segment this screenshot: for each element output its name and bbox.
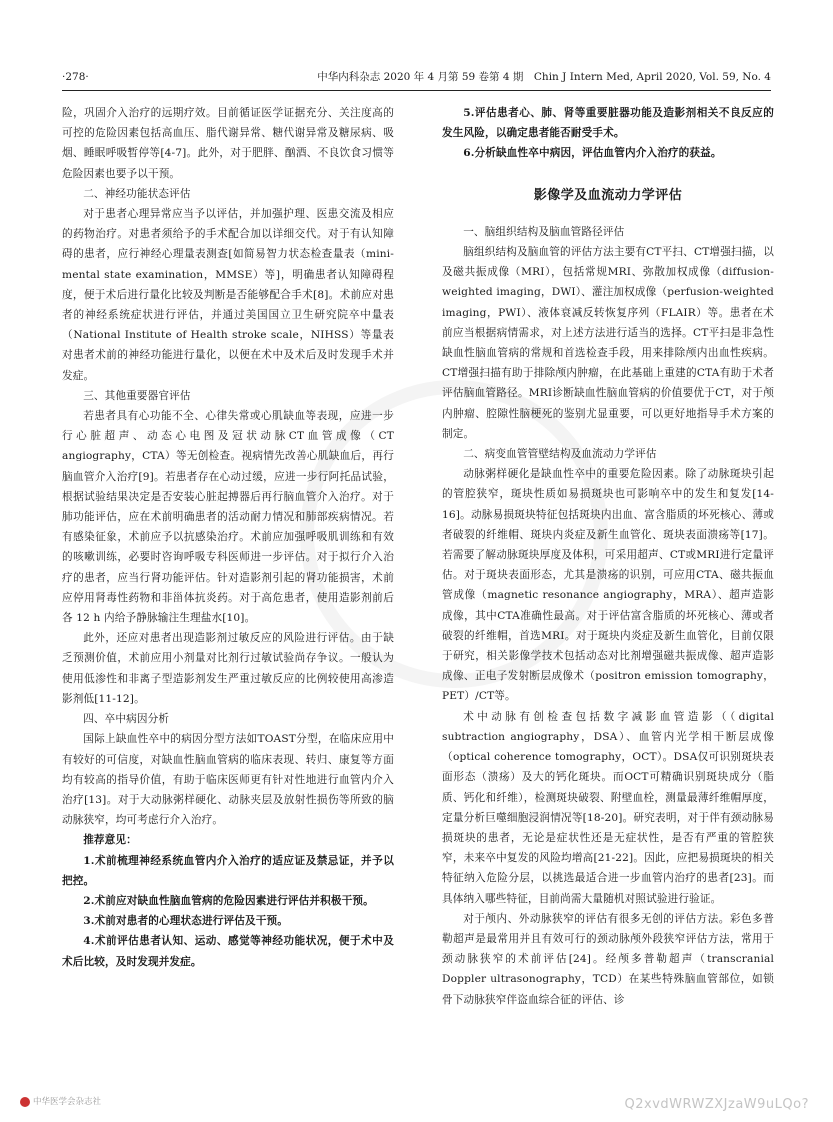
paragraph: 此外，还应对患者出现造影剂过敏反应的风险进行评估。由于缺乏预测价值，术前应用小剂量对比剂行过敏试验尚存争议。一般认为使用低渗性和非离子型造影剂发生严重过敏反应的比例较使用高渗造影剂低[11-12]。 xyxy=(62,632,394,705)
recommendations-title: 推荐意见： xyxy=(83,834,137,847)
recommendation-item: 5.评估患者心、肺、肾等重要脏器功能及造影剂相关不良反应的发生风险，以确定患者能否耐受手术。 xyxy=(442,107,774,140)
right-column xyxy=(442,103,774,1010)
subheading-vessel-wall: 二、病变血管管壁结构及血流动力学评估 xyxy=(463,448,657,461)
page-number: ·278· xyxy=(62,71,89,83)
footer-code: Q2xvdWRWZXJzaW9uLQo? xyxy=(624,1097,809,1112)
recommendation-item: 3.术前对患者的心理状态进行评估及干预。 xyxy=(83,915,288,928)
paragraph: 若患者具有心功能不全、心律失常或心肌缺血等表现，应进一步行心脏超声、动态心电图及冠状动脉CT血管成像（CT angiography，CTA）等无创检查。视病情先改善心肌缺血后，再行脑血管介入治疗[9]。若患者存在心动过缓，应进一步行阿托品试验，根据试验结果决定是否安装心脏起搏器后再行脑血管介入治疗。对于肺功能评估，应在术前明确患者的活动耐力情况和肺部疾病情况。若有感染征象，术前应予以抗感染治疗。术前应加强呼吸肌训练和有效的咳嗽训练，必要时咨询呼吸专科医师进一步评估。对于拟行介入治疗的患者，应当行肾功能评估。针对造影剂引起的肾功能损害，术前应停用肾毒性药物和非甾体抗炎药。对于高危患者，使用造影剂前后各 12 h 内给予静脉输注生理盐水[10]。 xyxy=(62,410,394,625)
left-column xyxy=(62,103,394,972)
subheading-stroke-etiology: 四、卒中病因分析 xyxy=(83,713,170,726)
recommendation-item: 6.分析缺血性卒中病因，评估血管内介入治疗的获益。 xyxy=(463,147,722,160)
recommendation-item: 2.术前应对缺血性脑血管病的危险因素进行评估并积极干预。 xyxy=(83,894,374,907)
publisher-logo-icon xyxy=(20,1097,30,1107)
journal-citation: 中华内科杂志 2020 年 4 月第 59 卷第 4 期 Chin J Intern Med, April 2020, Vol. 59, No. 4 xyxy=(317,71,771,83)
paragraph: 险，巩固介入治疗的远期疗效。目前循证医学证据充分、关注度高的可控的危险因素包括高血压、脂代谢异常、糖代谢异常及糖尿病、吸烟、睡眠呼吸暂停等[4-7]。此外，对于肥胖、酗酒、不良饮食习惯等危险因素也要予以干预。 xyxy=(62,107,394,180)
subheading-organ-assessment: 三、其他重要器官评估 xyxy=(83,389,191,402)
subheading-neuro-assessment: 二、神经功能状态评估 xyxy=(83,187,191,200)
section-title: 影像学及血流动力学评估 xyxy=(533,187,683,203)
paragraph: 脑组织结构及脑血管的评估方法主要有CT平扫、CT增强扫描，以及磁共振成像（MRI），包括常规MRI、弥散加权成像（diffusion-weighted imaging，DWI）、灌注加权成像（perfusion-weighted imaging，PWI）、液体衰减反转恢复序列（FLAIR）等。患者在术前应当根据病情需求，对上述方法进行适当的选择。CT平扫是非急性缺血性脑血管病的常规和首选检查手段，用来排除颅内出血性疾病。CT增强扫描有助于排除颅内肿瘤，在此基础上重建的CTA有助于术者评估脑血管路径。MRI诊断缺血性脑血管病的价值要优于CT，对于颅内肿瘤、腔隙性脑梗死的鉴别尤显重要，可以更好地指导手术方案的制定。 xyxy=(442,246,774,440)
recommendation-item: 4.术前评估患者认知、运动、感觉等神经功能状况，便于术中及术后比较，及时发现并发症。 xyxy=(62,935,394,968)
publisher-logo xyxy=(20,1094,101,1110)
running-header xyxy=(62,70,771,91)
recommendation-item: 1.术前梳理神经系统血管内介入治疗的适应证及禁忌证，并予以把控。 xyxy=(62,854,394,887)
publisher-name: 中华医学会杂志社 xyxy=(33,1097,102,1107)
paragraph: 国际上缺血性卒中的病因分型方法如TOAST分型，在临床应用中有较好的可信度，对缺血性脑血管病的临床表现、转归、康复等方面均有较高的指导价值，有助于临床医师更有针对性地进行血管内介入治疗[13]。对于大动脉粥样硬化、动脉夹层及放射性损伤等所致的脑动脉狭窄，均可考虑行介入治疗。 xyxy=(62,733,394,827)
paragraph: 动脉粥样硬化是缺血性卒中的重要危险因素。除了动脉斑块引起的管腔狭窄，斑块性质如易损斑块也可影响卒中的发生和复发[14-16]。动脉易损斑块特征包括斑块内出血、富含脂质的坏死核心、薄或者破裂的纤维帽、斑块内炎症及新生血管化、斑块表面溃疡等[17]。若需要了解动脉斑块厚度及体积，可采用超声、CT或MRI进行定量评估。对于斑块表面形态，尤其是溃疡的识别，可应用CTA、磁共振血管成像（magnetic resonance angiography，MRA）、超声造影成像，其中CTA准确性最高。对于评估富含脂质的坏死核心、薄或者破裂的纤维帽，首选MRI。对于斑块内炎症及新生血管化，目前仅限于研究，相关影像学技术包括动态对比剂增强磁共振成像、超声造影成像、正电子发射断层成像术（positron emission tomography，PET）/CT等。 xyxy=(442,468,774,703)
paragraph: 术中动脉有创检查包括数字减影血管造影（（digital subtraction angiography，DSA）、血管内光学相干断层成像（optical coherence tomography，OCT）。DSA仅可识别斑块表面形态（溃疡）及大的钙化斑块。而OCT可精确识别斑块成分（脂质、钙化和纤维），检测斑块破裂、附壁血栓，测量最薄纤维帽厚度，定量分析巨噬细胞浸润情况等[18-20]。研究表明，对于伴有颈动脉易损斑块的患者，无论是症状性还是无症状性，是否有严重的管腔狭窄，未来卒中复发的风险均增高[21-22]。因此，应把易损斑块的相关特征纳入危险分层，以挑选最适合进一步血管内治疗的患者[23]。而具体纳入哪些特征，目前尚需大量随机对照试验进行验证。 xyxy=(442,710,774,905)
paragraph: 对于颅内、外动脉狭窄的评估有很多无创的评估方法。彩色多普勒超声是最常用并且有效可行的颈动脉颅外段狭窄评估方法，常用于颈动脉狭窄的术前评估[24]。经颅多普勒超声（transcranial Doppler ultrasonography，TCD）在某些特殊脑血管部位，如锁骨下动脉狭窄伴盗血综合征的评估、诊 xyxy=(442,912,774,1006)
paragraph: 对于患者心理异常应当予以评估，并加强护理、医患交流及相应的药物治疗。对患者须给予的手术配合加以详细交代。对于有认知障碍的患者，应行神经心理量表测查[如简易智力状态检查量表（mini-mental state examination，MMSE）等]，明确患者认知障碍程度，便于术后进行量化比较及判断是否能够配合手术[8]。术前应对患者的神经系统症状进行评估，并通过美国国立卫生研究院卒中量表（National Institute of Health stroke scale，NIHSS）等量表对患者术前的神经功能进行量化，以便在术中及术后及时发现手术并发症。 xyxy=(62,208,394,382)
subheading-brain-structure: 一、脑组织结构及脑血管路径评估 xyxy=(463,225,625,238)
